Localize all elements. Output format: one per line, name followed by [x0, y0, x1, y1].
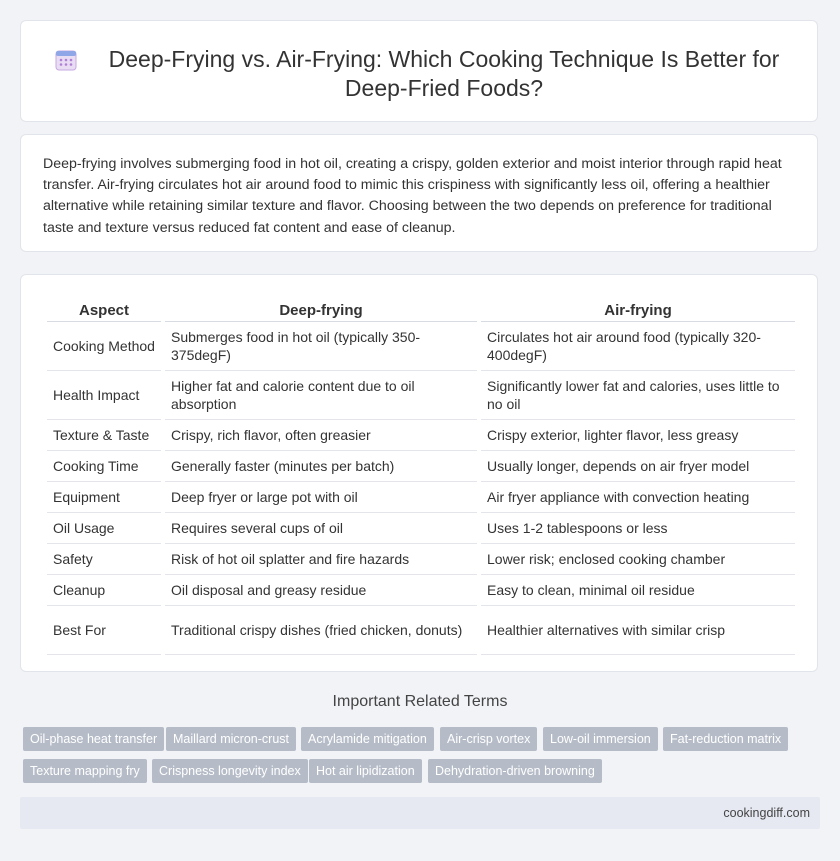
related-term-tag[interactable]: Maillard micron-crust: [166, 727, 296, 751]
deep-frying-cell: Higher fat and calorie content due to oil absorption: [165, 371, 477, 420]
related-term-tag[interactable]: Crispness longevity index: [152, 759, 308, 783]
deep-frying-cell: Generally faster (minutes per batch): [165, 451, 477, 482]
air-frying-cell: Crispy exterior, lighter flavor, less greasy: [481, 420, 795, 451]
air-frying-cell: Circulates hot air around food (typically 320-400degF): [481, 322, 795, 371]
header-deep-frying: Deep-frying: [165, 295, 477, 322]
air-frying-cell: Usually longer, depends on air fryer model: [481, 451, 795, 482]
table-row: [47, 513, 795, 544]
deep-frying-cell: Traditional crispy dishes (fried chicken, donuts): [165, 606, 477, 655]
table-header-row: [47, 295, 795, 322]
air-frying-cell: Healthier alternatives with similar crisp: [481, 606, 795, 655]
comparison-table: [43, 295, 799, 655]
footer: [20, 797, 820, 829]
intro-card: [20, 134, 818, 252]
deep-frying-cell: Submerges food in hot oil (typically 350-375degF): [165, 322, 477, 371]
deep-frying-cell: Requires several cups of oil: [165, 513, 477, 544]
comparison-card: [20, 274, 818, 672]
aspect-cell: Safety: [47, 544, 161, 575]
calendar-grid-icon: [55, 49, 77, 71]
deep-frying-cell: Deep fryer or large pot with oil: [165, 482, 477, 513]
deep-frying-cell: Oil disposal and greasy residue: [165, 575, 477, 606]
table-row: [47, 544, 795, 575]
aspect-cell: Best For: [47, 606, 161, 655]
header-air-frying: Air-frying: [481, 295, 795, 322]
related-term-tag[interactable]: Acrylamide mitigation: [301, 727, 434, 751]
aspect-cell: Texture & Taste: [47, 420, 161, 451]
aspect-cell: Equipment: [47, 482, 161, 513]
air-frying-cell: Uses 1-2 tablespoons or less: [481, 513, 795, 544]
table-row: [47, 606, 795, 655]
related-term-tag[interactable]: Hot air lipidization: [309, 759, 422, 783]
related-term-tag[interactable]: Dehydration-driven browning: [428, 759, 602, 783]
table-row: [47, 322, 795, 371]
related-term-tag[interactable]: Low-oil immersion: [543, 727, 658, 751]
air-frying-cell: Easy to clean, minimal oil residue: [481, 575, 795, 606]
aspect-cell: Cooking Time: [47, 451, 161, 482]
aspect-cell: Cooking Method: [47, 322, 161, 371]
intro-paragraph: Deep-frying involves submerging food in hot oil, creating a crispy, golden exterior and moist interior through rapid heat transfer. Air-frying circulates hot air around food to mimic this crispiness with significantly less oil, offering a healthier alternative while retaining similar texture and flavor. Choosing between the two depends on preference for traditional taste and texture versus reduced fat content and ease of cleanup.: [43, 156, 782, 236]
deep-frying-cell: Crispy, rich flavor, often greasier: [165, 420, 477, 451]
header-aspect: Aspect: [47, 295, 161, 322]
related-term-tag[interactable]: Oil-phase heat transfer: [23, 727, 164, 751]
title-card: [20, 20, 818, 122]
table-row: [47, 575, 795, 606]
related-term-tag[interactable]: Fat-reduction matrix: [663, 727, 788, 751]
aspect-cell: Oil Usage: [47, 513, 161, 544]
page-title: Deep-Frying vs. Air-Frying: Which Cooking Technique Is Better for Deep-Fried Foods?: [108, 46, 780, 101]
aspect-cell: Health Impact: [47, 371, 161, 420]
deep-frying-cell: Risk of hot oil splatter and fire hazards: [165, 544, 477, 575]
air-frying-cell: Lower risk; enclosed cooking chamber: [481, 544, 795, 575]
table-row: [47, 451, 795, 482]
site-link[interactable]: cookingdiff.com: [723, 806, 810, 820]
table-row: [47, 420, 795, 451]
related-term-tag[interactable]: Texture mapping fry: [23, 759, 147, 783]
air-frying-cell: Significantly lower fat and calories, uses little to no oil: [481, 371, 795, 420]
related-term-tag[interactable]: Air-crisp vortex: [440, 727, 537, 751]
aspect-cell: Cleanup: [47, 575, 161, 606]
table-row: [47, 371, 795, 420]
air-frying-cell: Air fryer appliance with convection heating: [481, 482, 795, 513]
table-row: [47, 482, 795, 513]
related-terms-heading: Important Related Terms: [332, 693, 508, 710]
